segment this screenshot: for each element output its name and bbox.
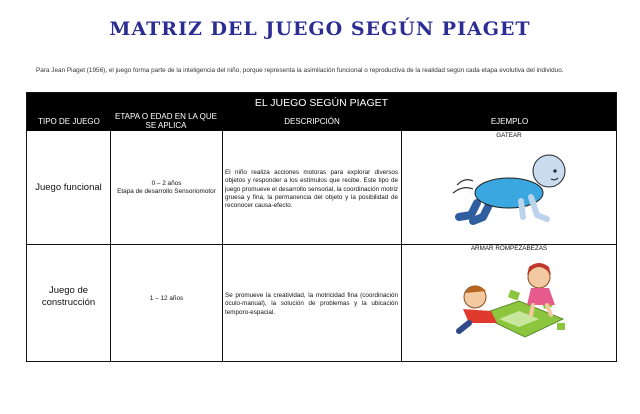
piaget-table bbox=[26, 92, 617, 362]
header-description: DESCRIPCIÓN bbox=[284, 117, 340, 126]
row-description: El niño realiza acciones motoras para explorar diversos objetos y responder a los estímulos que recibe. Este tipo de juego promueve el desarrollo sensorial, la coordinación motriz gruesa y fina, la permanencia del objeto y la posibilidad de reconocer causa-efecto. bbox=[225, 169, 398, 210]
table-banner bbox=[27, 93, 616, 131]
header-type: TIPO DE JUEGO bbox=[38, 117, 100, 126]
column-divider bbox=[222, 131, 223, 361]
kids-puzzle-icon bbox=[439, 261, 579, 347]
intro-text: Para Jean Piaget (1956), el juego forma parte de la inteligencia del niño, porque representa la asimilación funcional o reproductiva de la realidad según cada etapa evolutiva del individuo. bbox=[36, 67, 564, 74]
column-divider bbox=[110, 131, 111, 361]
page-title: MATRIZ DEL JUEGO SEGÚN PIAGET bbox=[109, 18, 531, 40]
row-age: 0 – 2 años bbox=[151, 180, 182, 187]
crawling-baby-icon bbox=[439, 151, 579, 231]
row-type: Juego de construcción bbox=[41, 285, 96, 308]
header-example: EJEMPLO bbox=[490, 117, 529, 126]
example-caption: ARMAR ROMPEZABEZAS bbox=[470, 245, 548, 252]
example-caption: GATEAR bbox=[496, 132, 522, 139]
header-age: ETAPA O EDAD EN LA QUE SE APLICA bbox=[115, 112, 217, 130]
row-stage: Etapa de desarrollo Sensoriomotor bbox=[117, 188, 216, 195]
row-type: Juego funcional bbox=[35, 182, 102, 193]
row-age: 1 – 12 años bbox=[149, 295, 184, 302]
row-description: Se promueve la creatividad, la motricidad fina (coordinación óculo-manual), la solución de problemas y la ubicación temporo-espacial. bbox=[225, 292, 398, 316]
banner-title: EL JUEGO SEGÚN PIAGET bbox=[254, 97, 389, 109]
